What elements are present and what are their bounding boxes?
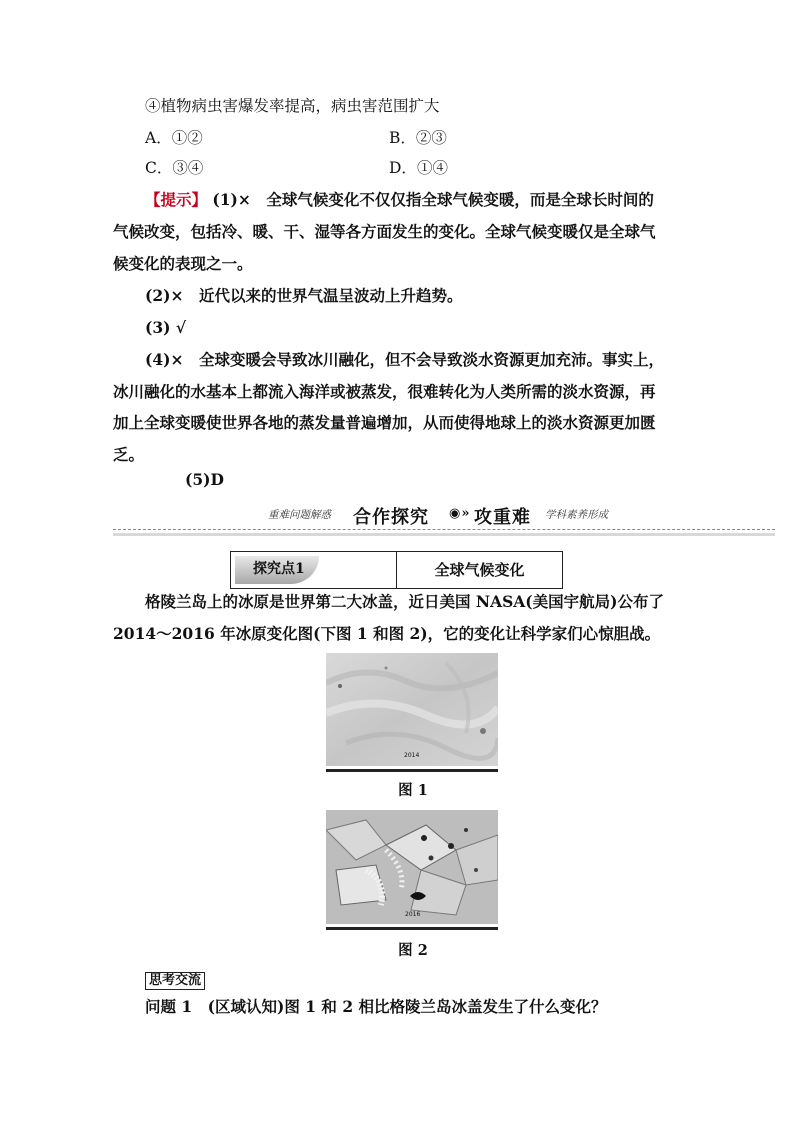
figure-2-image — [326, 810, 498, 924]
option-d-label: D． — [389, 159, 417, 177]
figure-1-caption: 图 1 — [398, 782, 428, 799]
section-title-b: 攻重难 — [474, 507, 531, 528]
intro-line-2: 2014～2016 年冰原变化图(下图 1 和图 2)，它的变化让科学家们心惊胆战。 — [113, 624, 661, 643]
hint-answer-1-line-2: 气候改变，包括冷、暖、干、湿等各方面发生的变化。全球气候变暖仅是全球气 — [113, 222, 656, 241]
figure-2-ice-sheet-2016 — [326, 810, 498, 930]
figure-2-caption: 图 2 — [398, 942, 428, 959]
section-arrow-icon: ◉» — [449, 506, 471, 521]
option-b — [389, 128, 447, 148]
hint-label: 【提示】 — [145, 190, 208, 209]
hint-answer-4-line-2: 冰川融化的水基本上都流入海洋或被蒸发，很难转化为人类所需的淡水资源，再 — [113, 382, 656, 401]
section-right-subtitle: 学科素养形成 — [545, 509, 608, 521]
section-divider — [113, 529, 775, 530]
figure-2-year: 2016 — [405, 911, 421, 918]
section-left-subtitle: 重难问题解惑 — [268, 509, 331, 521]
hint-answer-2: (2)× 近代以来的世界气温呈波动上升趋势。 — [145, 286, 463, 305]
section-title-a: 合作探究 — [353, 507, 429, 528]
figure-1-image — [326, 653, 498, 766]
option-c-value: ③④ — [172, 159, 204, 177]
figure-1-ice-sheet-2014 — [326, 653, 498, 772]
discussion-tag: 思考交流 — [145, 972, 205, 990]
option-b-label: B． — [389, 129, 416, 147]
hint-answer-1-line-3: 候变化的表现之一。 — [113, 254, 253, 273]
option-c — [145, 158, 203, 178]
option-a-value: ①② — [171, 129, 203, 147]
question-item-4: ④植物病虫害爆发率提高，病虫害范围扩大 — [145, 97, 440, 115]
question-1: 问题 1 (区域认知)图 1 和 2 相比格陵兰岛冰盖发生了什么变化？ — [145, 997, 607, 1016]
hint-answer-4-line-1: (4)× 全球变暖会导致冰川融化，但不会导致淡水资源更加充沛。事实上， — [145, 350, 664, 369]
explore-tab-area — [231, 552, 397, 588]
hint-answer-1-line-1: (1)× 全球气候变化不仅仅指全球气候变暖，而是全球长时间的 — [212, 190, 654, 209]
hint-answer-4-line-3: 加上全球变暖使世界各地的蒸发量普遍增加，从而使得地球上的淡水资源更加匮 — [113, 413, 656, 432]
explore-tab-label: 探究点1 — [253, 561, 305, 577]
hint-answer-4-line-4: 乏。 — [113, 445, 145, 464]
option-d — [389, 158, 448, 178]
option-a — [145, 128, 203, 148]
option-b-value: ②③ — [415, 129, 447, 147]
option-a-label: A． — [145, 129, 172, 147]
option-c-label: C． — [145, 159, 173, 177]
section-divider-band — [113, 533, 775, 536]
option-d-value: ①④ — [416, 159, 448, 177]
intro-line-1: 格陵兰岛上的冰原是世界第二大冰盖，近日美国 NASA(美国宇航局)公布了 — [145, 592, 664, 611]
hint-answer-3: (3) √ — [145, 318, 187, 337]
hint-answer-1 — [145, 190, 654, 210]
hint-answer-5: (5)D — [185, 470, 224, 489]
section-banner — [113, 503, 775, 535]
explore-topic: 全球气候变化 — [434, 561, 525, 579]
explore-point-box — [230, 551, 563, 589]
figure-1-year: 2014 — [404, 752, 420, 759]
